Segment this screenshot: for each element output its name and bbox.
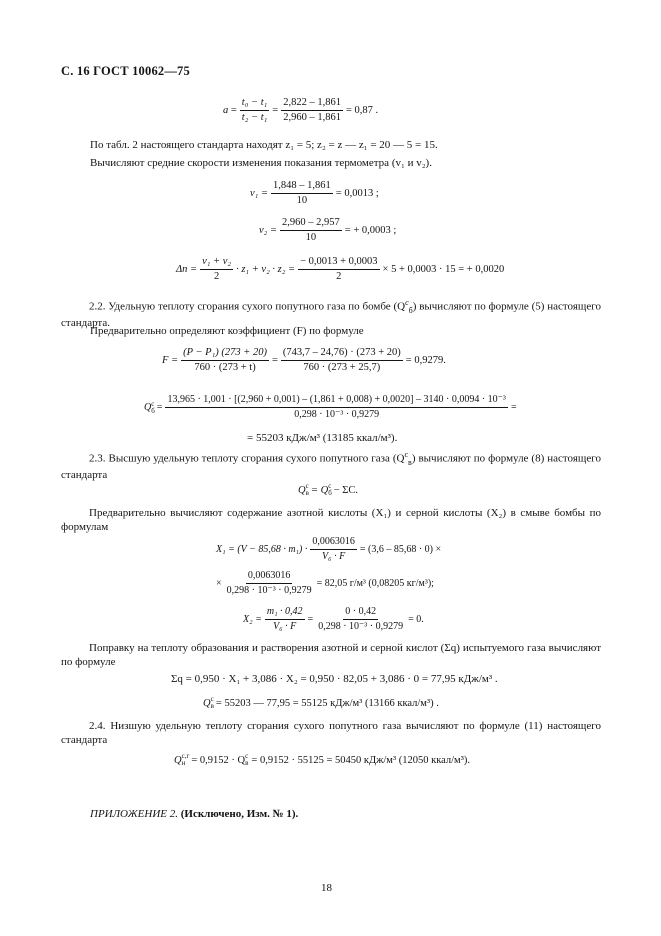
para24-text: 2.4. Низшую удельную теплоту сгорания сухого попутного газа вычисляют по формуле (11) настоящего стандарта — [61, 720, 601, 746]
formula-Qv-rhs: = Q — [310, 484, 329, 496]
fraction-Qb-den: 0,298 · 10⁻³ · 0,9279 — [294, 409, 380, 420]
paragraph-2-4 — [61, 720, 601, 747]
fraction-dn-2-num: − 0,0013 + 0,0003 — [298, 256, 379, 270]
para23-text: 2.3. Высшую удельную теплоту сгорания сухого попутного газа (Q — [89, 452, 405, 465]
fraction-F-1-den: 760 · (273 + t) — [194, 362, 256, 373]
formula-v1 — [250, 180, 379, 207]
fraction-X2-1-den: V₆ · F — [273, 621, 297, 632]
formula-Qv2-text: = 55203 — 77,95 = 55125 кДж/м³ (13166 ккал/м³) . — [215, 697, 439, 709]
formula-Qb-lhs: Q — [144, 402, 152, 413]
fraction-a-1 — [240, 97, 269, 124]
text-speeds: Вычисляют средние скорости изменения показания термометра (v₁ и v₂). — [90, 157, 432, 169]
fraction-dn-1-num: v₁ + v₂ — [200, 256, 233, 270]
formula-X1b-result: = 82,05 г/м³ (0,08205 кг/м³); — [316, 578, 434, 589]
fraction-X1b-den: 0,298 · 10⁻³ · 0,9279 — [226, 585, 312, 596]
fraction-X2-2-den: 0,298 · 10⁻³ · 0,9279 — [318, 621, 404, 632]
formula-X2-result: = 0. — [408, 614, 424, 625]
para22-sub: б — [408, 305, 413, 315]
fraction-F-2-num: (743,7 – 24,76) · (273 + 20) — [281, 347, 403, 361]
formula-a-result: = 0,87 . — [345, 105, 379, 116]
formula-Qv-lhs: Q — [298, 484, 306, 496]
formula-X2-lhs: X₂ = — [243, 614, 262, 625]
formula-Qn-tail: = 0,9152 · 55125 = 50450 кДж/м³ (12050 ккал/м³). — [251, 754, 470, 766]
formula-v1-lhs: v₁ = — [250, 188, 269, 199]
fraction-X2-1 — [265, 606, 305, 633]
para23-sub: в — [408, 457, 412, 467]
formula-dn-mid: · z₁ + v₂ · z₂ = — [236, 264, 296, 275]
paragraph-sum — [61, 642, 601, 669]
formula-Qn: Q с,г н = 0,9152 · Q с в = 0,9152 · 55125 = 50450 кДж/м³ (12050 ккал/м³). — [174, 752, 470, 767]
fraction-a-2-num: 2,822 – 1,861 — [281, 97, 343, 111]
fraction-F-1-num: (P − P₁) (273 + 20) — [181, 347, 269, 361]
fraction-X1b — [225, 570, 314, 597]
fraction-a-1-den: t₂ − t₁ — [241, 112, 268, 123]
fraction-X1b-num: 0,0063016 — [246, 570, 293, 584]
formula-a-lhs: a — [223, 105, 229, 116]
formula-F-result: = 0,9279. — [405, 355, 446, 366]
formula-X2-eq: = — [307, 614, 314, 625]
appendix-label: ПРИЛОЖЕНИЕ 2. — [90, 808, 178, 820]
formula-a-eq: = — [230, 105, 237, 116]
formula-a: a = $\frac{\text{t₀ − t₁}}{\text{t₂ − t₁}}$ = $\frac{2,822 - 1,861}{2,960 - 1,861}$ = 0,87 . — [223, 97, 379, 123]
fraction-dn-2-den: 2 — [336, 271, 342, 282]
para23-rest: ) вычисляют по формуле (8) настоящего стандарта — [61, 452, 601, 482]
fraction-X1-den: V₆ · F — [322, 551, 346, 562]
fraction-v2-den: 10 — [305, 232, 317, 243]
fraction-dn-2 — [298, 256, 379, 283]
fraction-dn-1-den: 2 — [213, 271, 220, 282]
fraction-F-2 — [281, 347, 403, 374]
formula-X1-lhs: X₁ = (V − 85,68 · m₁) · — [216, 544, 308, 555]
formula-Qb: Q с б = 13,965 · 1,001 · [(2,960 + 0,001) – (1,861 + 0,008) + 0,0020] – 3140 · 0,0094 · 10⁻³ 0,298 · 10⁻³ · 0,9279 = — [144, 394, 517, 420]
formula-dn-lhs: Δn = — [176, 264, 198, 275]
fraction-Qb — [165, 394, 508, 421]
para22-rest: ) вычисляют по формуле (5) настоящего стандарта. — [61, 300, 602, 330]
text-z-values: По табл. 2 настоящего стандарта находят z₁ = 5; z₂ = z — z₁ = 20 — 5 = 15. — [90, 139, 438, 151]
fraction-X2-2-num: 0 · 0,42 — [343, 606, 378, 620]
fraction-v1 — [271, 180, 333, 207]
fraction-v2-num: 2,960 – 2,957 — [280, 217, 342, 231]
formula-F-lhs: F = — [162, 355, 179, 366]
page-number: 18 — [321, 882, 332, 894]
fraction-v1-den: 10 — [296, 195, 308, 206]
fraction-v1-num: 1,848 – 1,861 — [271, 180, 333, 194]
fraction-a-2 — [281, 97, 343, 124]
fraction-X2-1-num: m₁ · 0,42 — [265, 606, 305, 620]
formula-F — [162, 347, 446, 374]
paragraph-2-3 — [61, 448, 601, 483]
formula-Qb-eq: = — [510, 402, 517, 413]
para22-text: 2.2. Удельную теплоту сгорания сухого попутного газа по бомбе (Q — [89, 300, 406, 313]
paragraph-X — [61, 507, 601, 534]
formula-X1b-lhs: × — [216, 578, 222, 589]
fraction-X1 — [310, 536, 357, 563]
formula-Qv-2: Q с в = 55203 — 77,95 = 55125 кДж/м³ (13166 ккал/м³) . — [203, 695, 439, 710]
para-sum-text: Поправку на теплоту образования и растворения азотной и серной кислот (Σq) испытуемого газа вычисляют по формуле — [61, 642, 601, 668]
formula-Qv: Q с в = Q с б − ΣC. — [298, 482, 359, 497]
result-Qb: = 55203 кДж/м³ (13185 ккал/м³). — [247, 432, 398, 444]
formula-X1 — [216, 536, 441, 563]
appendix-note — [90, 808, 298, 820]
formula-X1-result: = (3,6 – 85,68 · 0) × — [359, 544, 442, 555]
fraction-X2-2 — [316, 606, 405, 633]
paraX-text: Предварительно вычисляют содержание азотной кислоты (X₁) и серной кислоты (X₂) в смыве бомбы по формулам — [61, 507, 601, 533]
fraction-Qb-num: 13,965 · 1,001 · [(2,960 + 0,001) – (1,861 + 0,008) + 0,0020] – 3140 · 0,0094 · 10⁻³ — [165, 394, 508, 408]
fraction-v2 — [280, 217, 342, 244]
appendix-status: (Исключено, Изм. № 1). — [180, 808, 299, 820]
formula-v1-result: = 0,0013 ; — [335, 188, 379, 199]
page-header: С. 16 ГОСТ 10062—75 — [61, 64, 190, 78]
fraction-F-1 — [181, 347, 269, 374]
fraction-X1-num: 0,0063016 — [310, 536, 357, 550]
fraction-F-2-den: 760 · (273 + 25,7) — [303, 362, 381, 373]
para23-sup: с — [404, 450, 409, 459]
formula-Qn-text: = 0,9152 · Q — [191, 754, 246, 766]
formula-F-eq: = — [271, 355, 278, 366]
para22-sup: с — [405, 298, 409, 307]
formula-delta-n — [176, 256, 504, 283]
fraction-dn-1 — [200, 256, 233, 283]
formula-dn-result: × 5 + 0,0003 · 15 = + 0,0020 — [382, 264, 505, 275]
formula-X1-cont — [216, 570, 434, 597]
fraction-a-2-den: 2,960 – 1,861 — [283, 112, 341, 123]
formula-Qv-tail: − ΣC. — [333, 484, 359, 496]
text-coef-F: Предварительно определяют коэффициент (F) по формуле — [90, 325, 364, 337]
formula-v2 — [259, 217, 396, 244]
fraction-a-1-num: t₀ − t₁ — [240, 97, 269, 111]
formula-X2 — [243, 606, 424, 633]
formula-v2-result: = + 0,0003 ; — [344, 225, 397, 236]
formula-sum: Σq = 0,950 · X₁ + 3,086 · X₂ = 0,950 · 82,05 + 3,086 · 0 = 77,95 кДж/м³ . — [171, 673, 498, 685]
formula-v2-lhs: v₂ = — [259, 225, 278, 236]
